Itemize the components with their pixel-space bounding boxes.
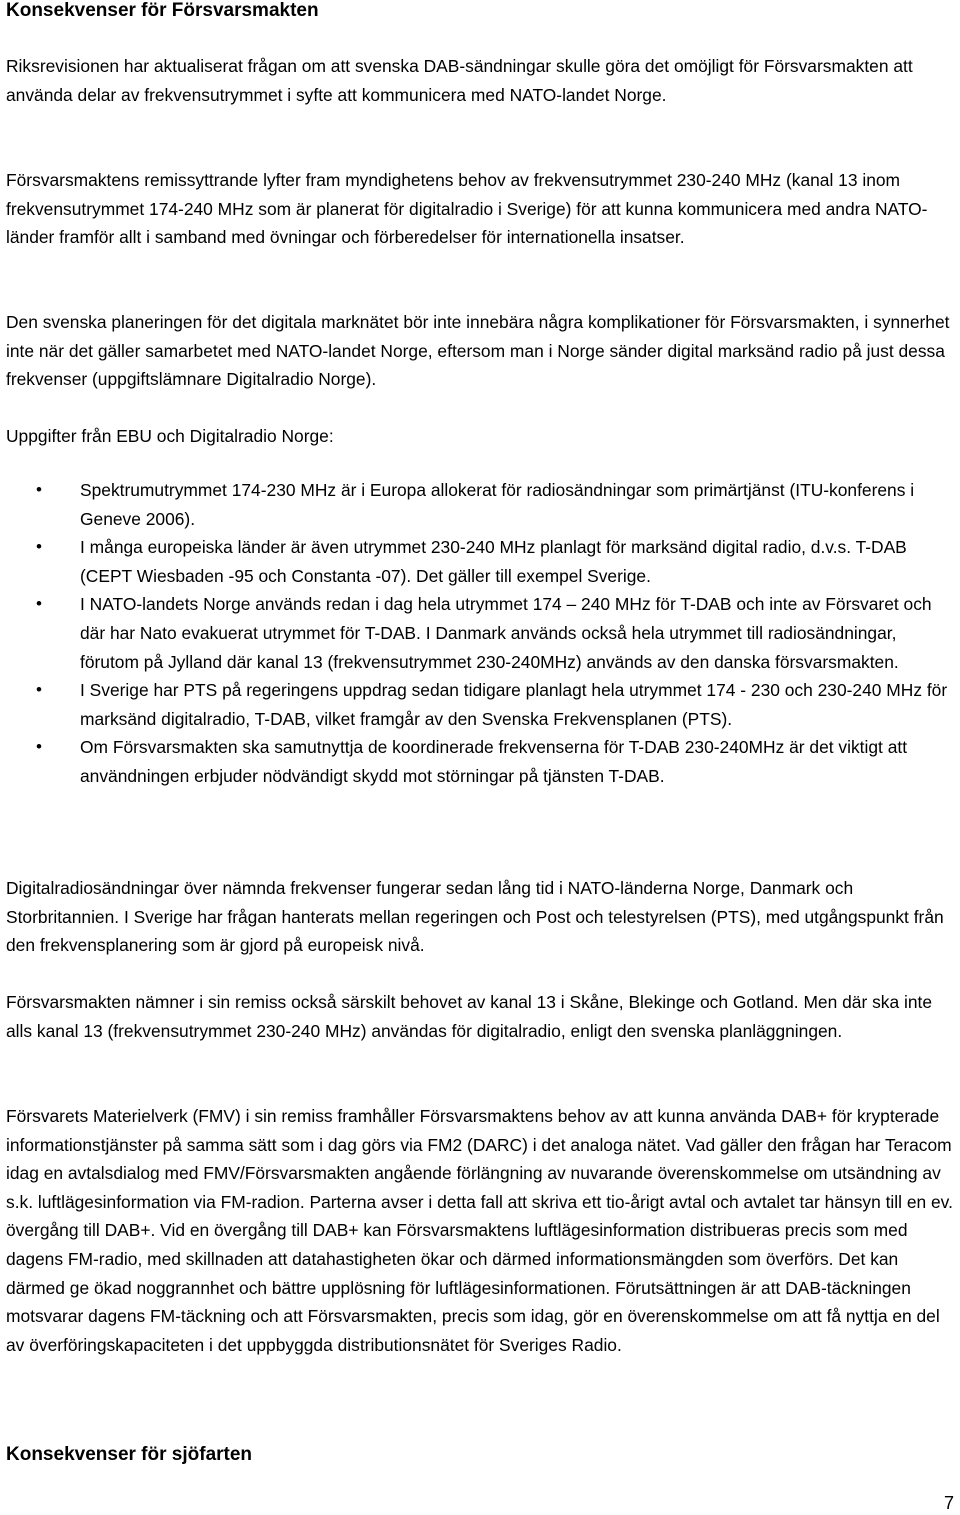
list-item bbox=[0, 733, 955, 790]
bullet-icon: • bbox=[36, 480, 42, 499]
bullet-icon: • bbox=[36, 737, 42, 757]
bullet-text: Spektrumutrymmet 174-230 MHz är i Europa allokerat för radiosändningar som primärtjänst (ITU-konferens i Geneve 2006). bbox=[80, 480, 915, 529]
next-section-heading: Konsekvenser för sjöfarten bbox=[6, 1444, 253, 1465]
paragraph-fmv: Försvarets Materielverk (FMV) i sin remiss framhåller Försvarsmaktens behov av att kunna använda DAB+ för krypterade informationstjänster på samma sätt som i dag görs via FM2 (DARC) i det analoga nätet. Vad gäller den frågan har Teracom idag en avtalsdialog med FMV/Försvarsmakten angående förlängning av nuvarande överenskommelse om utsändning av s.k. luftlägesinformation via FM-radion. Parterna avser i detta fall att skriva ett tio-årigt avtal och avtalet tar hänsyn till en ev. övergång till DAB+. Vid en övergång till DAB+ kan Försvarsmaktens luftlägesinformation distribueras precis som med dagens FM-radio, med skillnaden att datahastigheten ökar och därmed informationsmängden som överförs. Det kan därmed ge ökad noggrannhet och bättre upplösning för luftlägesinformationen. Förutsättningen är att DAB-täckningen motsvarar dagens FM-täckning och att Försvarsmakten, precis som idag, gör en överenskommelse om att få nyttja en del av överföringskapaciteten i det uppbyggda distributionsnätet för Sveriges Radio. bbox=[6, 1106, 953, 1355]
paragraph-digitalradiosandningar: Digitalradiosändningar över nämnda frekvenser fungerar sedan lång tid i NATO-länderna Norge, Danmark och Storbritannien. I Sverige har frågan hanterats mellan regeringen och Post och telestyrelsen (PTS), med utgångspunkt från den frekvensplanering som är gjord på europeisk nivå. bbox=[6, 878, 944, 956]
bullet-text: I NATO-landets Norge används redan i dag hela utrymmet 174 – 240 MHz för T-DAB och inte av Försvaret och där har Nato evakuerat utrymmet för T-DAB. I Danmark används också hela utrymmet till radiosändningar, förutom på Jylland där kanal 13 (frekvensutrymmet 230-240MHz) används av den danska försvarsmakten. bbox=[80, 594, 932, 672]
bullet-text: I Sverige har PTS på regeringens uppdrag sedan tidigare planlagt hela utrymmet 174 - 230 och 230-240 MHz för marksänd digitalradio, T-DAB, vilket framgår av den Svenska Frekvensplanen (PTS). bbox=[80, 680, 948, 729]
paragraph-uppgifter-intro: Uppgifter från EBU och Digitalradio Norge: bbox=[6, 426, 334, 446]
list-item bbox=[0, 476, 955, 533]
bullet-text: I många europeiska länder är även utrymmet 230-240 MHz planlagt för marksänd digital radio, d.v.s. T-DAB (CEPT Wiesbaden -95 och Constanta -07). Det gäller till exempel Sverige. bbox=[80, 537, 907, 586]
list-item bbox=[0, 590, 955, 676]
bullet-icon: • bbox=[36, 594, 42, 614]
paragraph-remissyttrande: Försvarsmaktens remissyttrande lyfter fram myndighetens behov av frekvensutrymmet 230-240 MHz (kanal 13 inom frekvensutrymmet 174-240 MHz som är planerat för digitalradio i Sverige) för att kunna kommunicera med andra NATO-länder framför allt i samband med övningar och förberedelser för internationella insatser. bbox=[6, 170, 928, 248]
paragraph-svenska-planeringen: Den svenska planeringen för det digitala marknätet bör inte innebära några komplikationer för Försvarsmakten, i synnerhet inte när det gäller samarbetet med NATO-landet Norge, eftersom man i Norge sänder digital marksänd radio på just dessa frekvenser (uppgiftslämnare Digitalradio Norge). bbox=[6, 312, 950, 390]
page-number: 7 bbox=[943, 1493, 954, 1513]
paragraph-kanal-13: Försvarsmakten nämner i sin remiss också särskilt behovet av kanal 13 i Skåne, Blekinge och Gotland. Men där ska inte alls kanal 13 (frekvensutrymmet 230-240 MHz) användas för digitalradio, enligt den svenska planläggningen. bbox=[6, 992, 933, 1041]
list-item bbox=[0, 676, 955, 733]
bullet-list bbox=[0, 476, 960, 791]
paragraph-riksrevisionen: Riksrevisionen har aktualiserat frågan om att svenska DAB-sändningar skulle göra det omöjligt för Försvarsmakten att använda delar av frekvensutrymmet i syfte att kommunicera med NATO-landet Norge. bbox=[6, 56, 913, 105]
section-heading: Konsekvenser för Försvarsmakten bbox=[6, 0, 319, 21]
bullet-icon: • bbox=[36, 680, 42, 700]
list-item bbox=[0, 533, 955, 590]
bullet-icon: • bbox=[36, 537, 42, 557]
bullet-text: Om Försvarsmakten ska samutnyttja de koordinerade frekvenserna för T-DAB 230-240MHz är det viktigt att användningen erbjuder nödvändigt skydd mot störningar på tjänsten T-DAB. bbox=[80, 737, 908, 786]
